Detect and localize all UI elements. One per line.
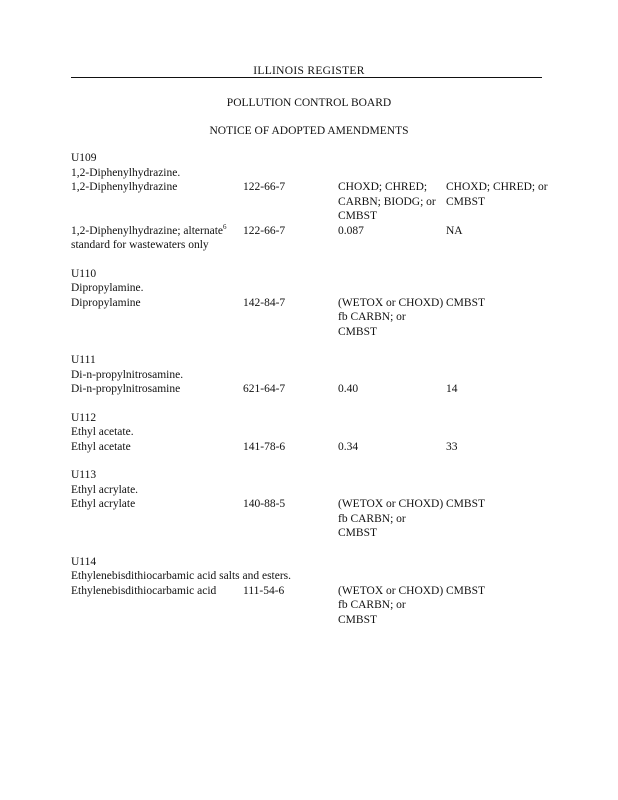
wastewater-standard: 0.087 [338,224,364,237]
waste-name: Ethyl acetate. [71,426,134,438]
constituent-name: 1,2-Diphenylhydrazine [71,181,178,193]
waste-code: U109 [71,152,97,164]
waste-name: Dipropylamine. [71,282,144,294]
waste-code: U111 [71,354,96,366]
waste-entry [71,151,551,253]
waste-code: U114 [71,555,97,568]
constituent-name: Ethyl acrylate [71,498,136,510]
waste-name: 1,2-Diphenylhydrazine. [71,166,181,179]
cas-number: 122-66-7 [243,224,286,237]
wastewater-standard: (WETOX or CHOXD) fb CARBN; or CMBST [338,498,444,539]
register-title: ILLINOIS REGISTER [253,65,365,77]
cas-number: 140-88-5 [243,498,286,510]
board-name: POLLUTION CONTROL BOARD [226,97,392,109]
constituent-name: Di-n-propylnitrosamine [71,383,181,395]
waste-name: Ethyl acrylate. [71,483,139,496]
cas-number: 141-78-6 [243,440,286,453]
cas-number: 111-54-6 [243,584,285,597]
waste-entry [71,267,551,340]
table-row [71,382,551,397]
constituent-name: 1,2-Diphenylhydrazine; alternate$^6$ standard for wastewaters only [71,222,227,251]
constituent-name: Ethylenebisdithiocarbamic acid [71,584,217,597]
constituent-name: Ethyl acetate [71,440,131,453]
waste-code: U112 [71,411,97,424]
wastewater-standard: CHOXD; CHRED; CARBN; BIODG; or CMBST [338,181,436,222]
nonwastewater-standard: 14 [446,383,458,395]
waste-table [71,151,551,627]
cas-number: 621-64-7 [243,383,286,395]
table-row [71,296,551,340]
table-row [71,180,551,224]
nonwastewater-standard: CMBST [446,498,485,510]
wastewater-standard: 0.34 [338,440,359,453]
waste-code: U113 [71,469,97,481]
footnote-marker: 6 [223,222,227,231]
constituent-name: Dipropylamine [71,296,141,309]
nonwastewater-standard: 33 [446,440,458,453]
header-rule [71,77,542,78]
waste-entry [71,555,551,628]
cas-number: 122-66-7 [243,181,286,193]
wastewater-standard: (WETOX or CHOXD) fb CARBN; or CMBST [338,296,444,338]
table-row [71,224,551,253]
notice-title: NOTICE OF ADOPTED AMENDMENTS [209,125,409,137]
waste-name: Di-n-propylnitrosamine. [71,368,184,381]
nonwastewater-standard: NA [446,224,463,237]
table-row [71,584,551,628]
table-row [71,497,551,541]
waste-code: U110 [71,267,97,280]
nonwastewater-standard: CMBST [446,584,485,597]
waste-entry [71,353,551,397]
table-row [71,440,551,455]
nonwastewater-standard: CHOXD; CHRED; or CMBST [446,181,548,208]
waste-entry [71,411,551,455]
wastewater-standard: 0.40 [338,383,359,395]
wastewater-standard: (WETOX or CHOXD) fb CARBN; or CMBST [338,584,444,626]
cas-number: 142-84-7 [243,296,286,309]
nonwastewater-standard: CMBST [446,296,485,309]
waste-name: Ethylenebisdithiocarbamic acid salts and esters. [71,570,292,582]
waste-entry [71,468,551,541]
